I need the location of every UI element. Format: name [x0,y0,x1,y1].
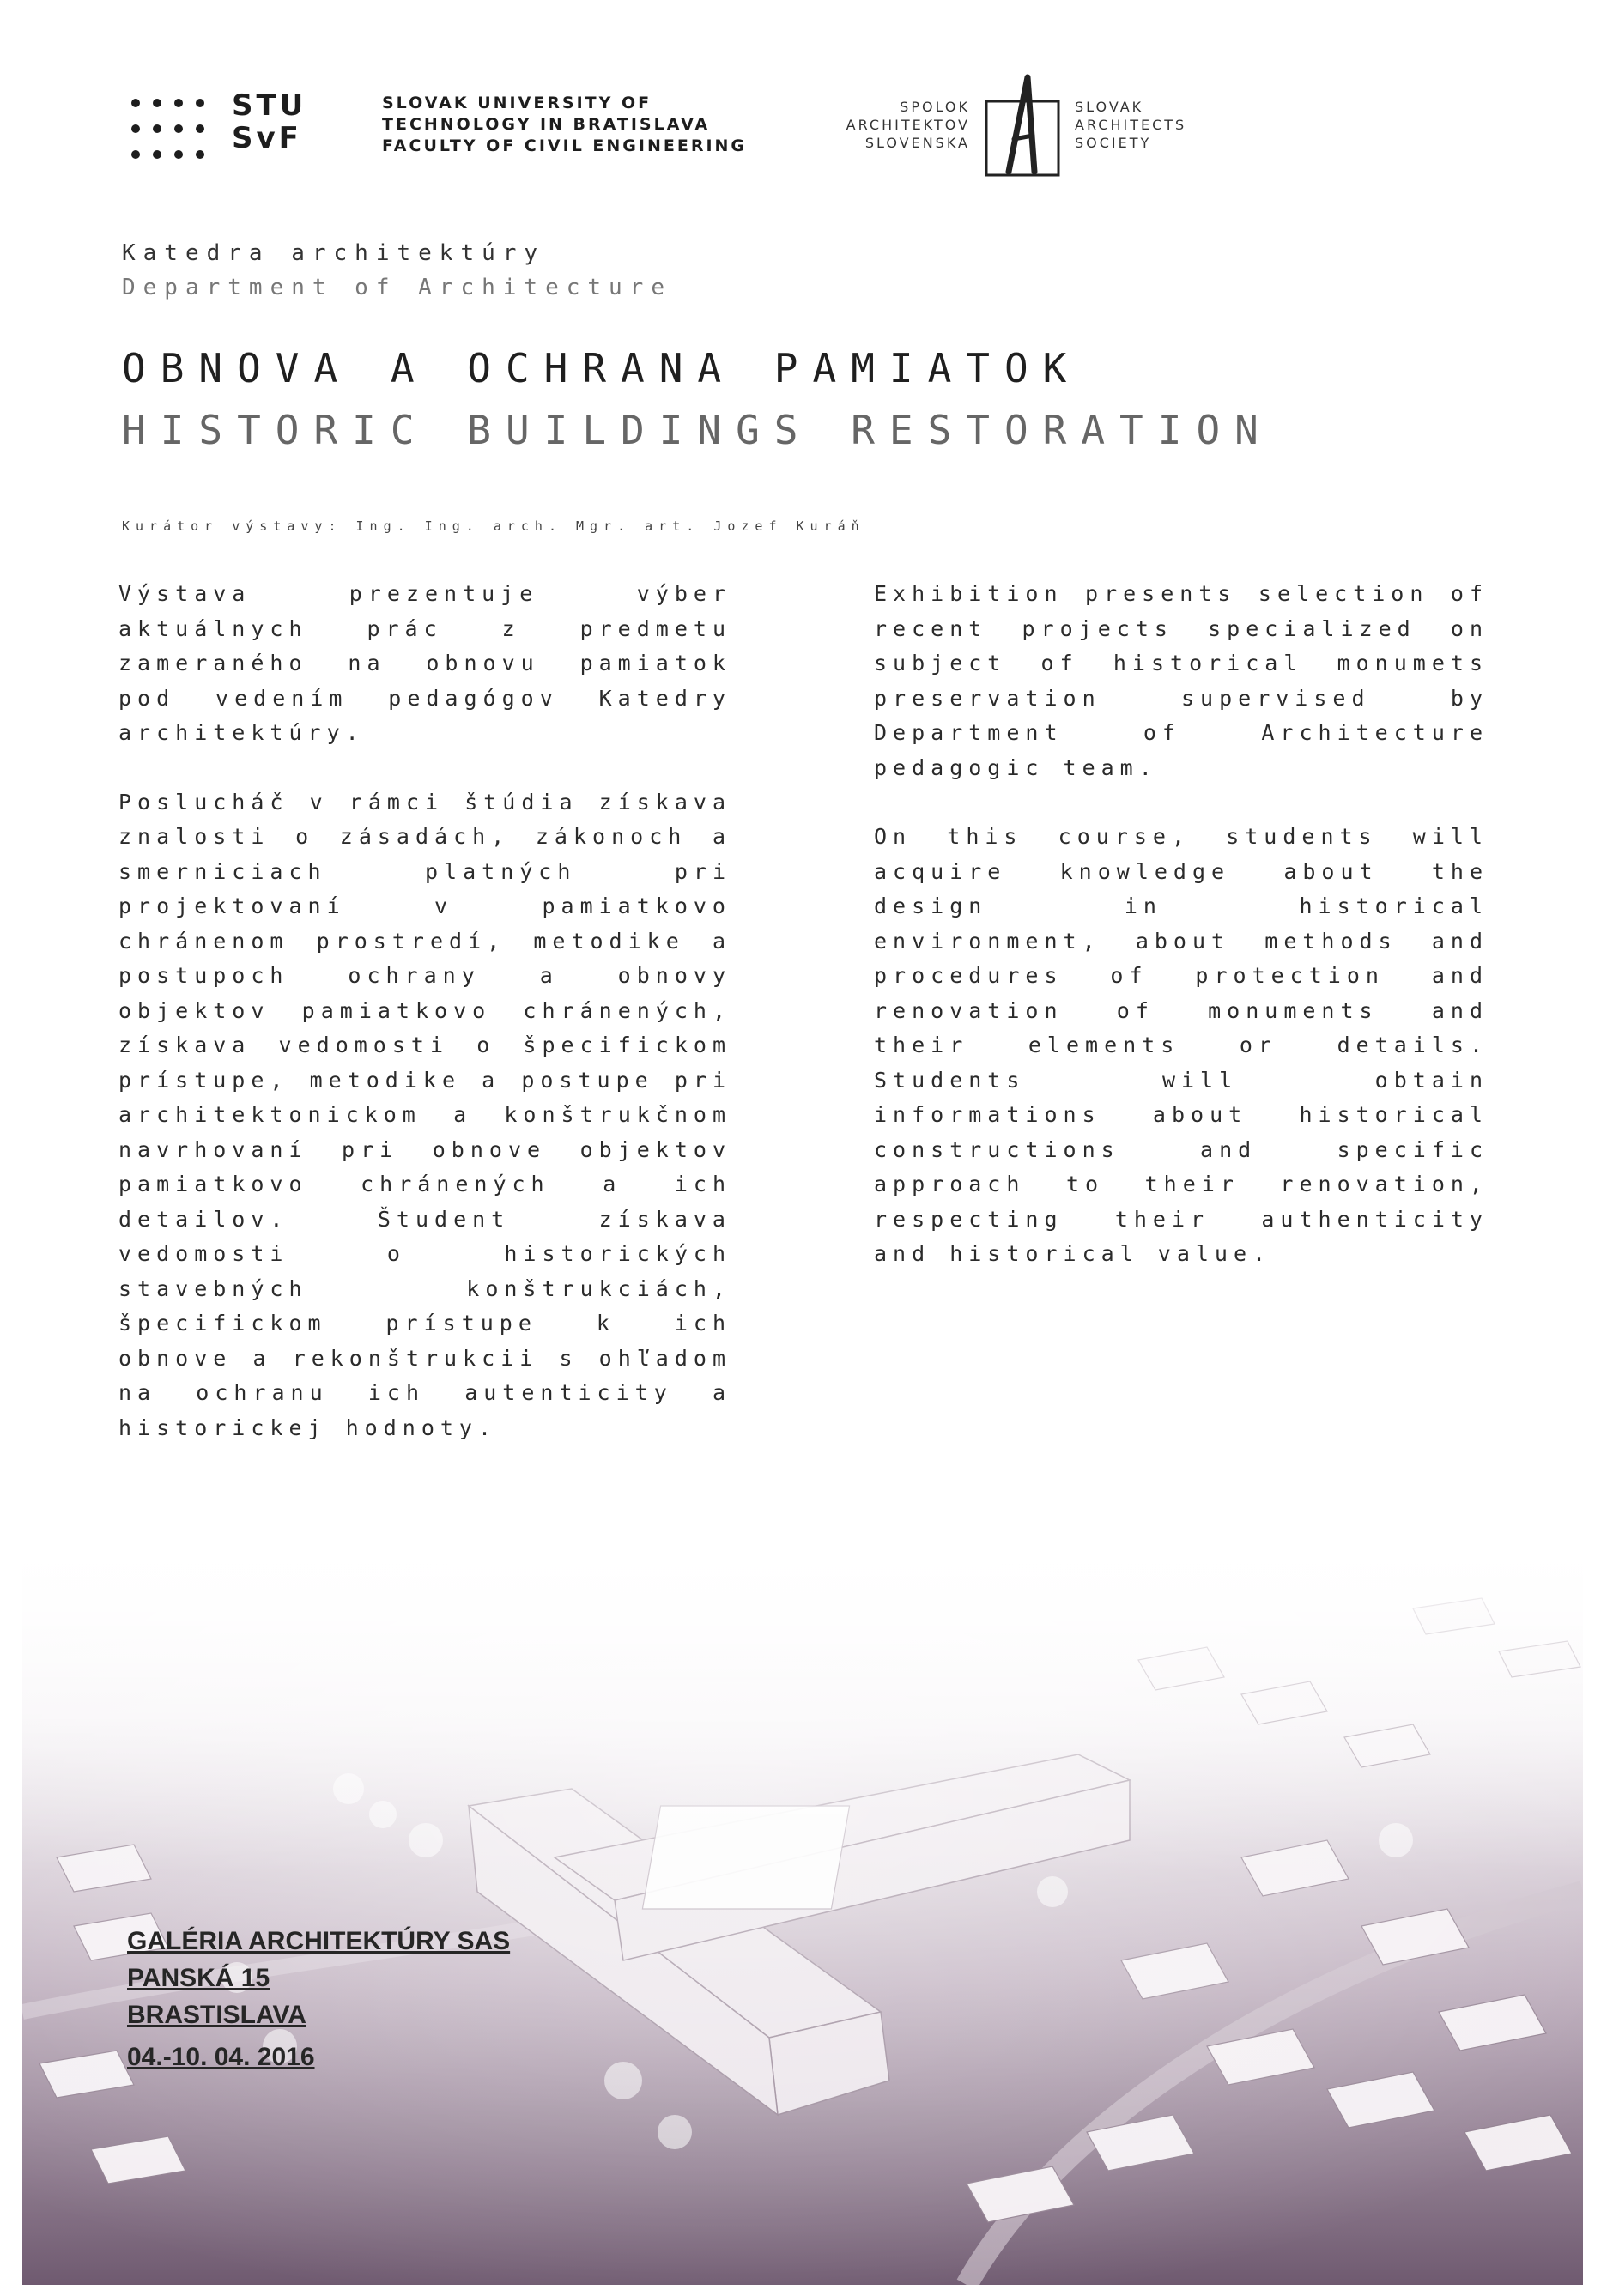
stu-dots-logo-icon [129,94,223,163]
stu-logo-text [232,89,306,154]
stu-line1: STU [232,88,307,123]
university-line: TECHNOLOGY IN BRATISLAVA [382,115,711,134]
society-sk-line: SPOLOK [900,99,970,115]
department-sk: Katedra architektúry [122,240,546,266]
venue-city: BRASTISLAVA [127,2001,306,2029]
society-en-line: ARCHITECTS [1075,117,1187,133]
title-en: HISTORIC BUILDINGS RESTORATION [122,407,1273,453]
paragraph-sk-2: Poslucháč v rámci štúdia získava znalosti o zásadách, zákonoch a smerniciach platných pri projektovaní v pamiatkovo chránenom prostredí, metodike a postupoch ochrany a obnovy objektov pamiatkovo chránených, získava vedomosti o špecifickom prístupe, metodike a postupe pri architektonickom a konštrukčnom navrhovaní pri obnove objektov pamiatkovo chránených a ich detailov. Študent získava vedomosti o historických stavebných konštrukciách, špecifickom prístupe k ich obnove a rekonštrukcii s ohľadom na ochranu ich autenticity a historickej hodnoty. [118,789,731,1440]
text-column-en [874,577,1489,1306]
society-sk-line: SLOVENSKA [864,135,970,151]
exhibition-date: 04.-10. 04. 2016 [127,2043,315,2071]
university-line: FACULTY OF CIVIL ENGINEERING [382,136,748,155]
department-en: Department of Architecture [122,275,672,300]
university-line: SLOVAK UNIVERSITY OF [382,94,652,112]
venue-block [127,1923,510,2033]
society-en-line: SLOVAK [1075,99,1144,115]
venue-name: GALÉRIA ARCHITEKTÚRY SAS [127,1927,511,1955]
text-column-sk [118,577,731,1480]
society-name-en [1075,98,1186,152]
university-name [382,93,747,157]
paragraph-sk-1: Výstava prezentuje výber aktuálnych prác z predmetu zameraného na obnovu pamiatok pod vedením pedagógov Katedry architektúry. [118,581,731,745]
curator-line: Kurátor výstavy: Ing. Ing. arch. Mgr. art. Jozef Kuráň [122,518,865,534]
aerial-rendering-image [22,1531,1583,2285]
paragraph-en-1: Exhibition presents selection of recent projects specialized on subject of historical monumets preservation supervised by Department of Architecture pedagogic team. [874,581,1489,780]
society-en-line: SOCIETY [1075,135,1152,151]
society-a-logo-icon [983,72,1062,179]
paragraph-en-2: On this course, students will acquire knowledge about the design in historical environment, about methods and procedures of protection and renovation of monuments and their elements or details. Students will obtain informations about historical constructions and specific approach to their renovation, respecting their authenticity and historical value. [874,824,1489,1266]
title-sk: OBNOVA A OCHRANA PAMIATOK [122,345,1082,391]
society-sk-line: ARCHITEKTOV [846,117,970,133]
stu-line2: SvF [232,121,302,155]
venue-street: PANSKÁ 15 [127,1964,270,1992]
society-name-sk [816,98,970,152]
